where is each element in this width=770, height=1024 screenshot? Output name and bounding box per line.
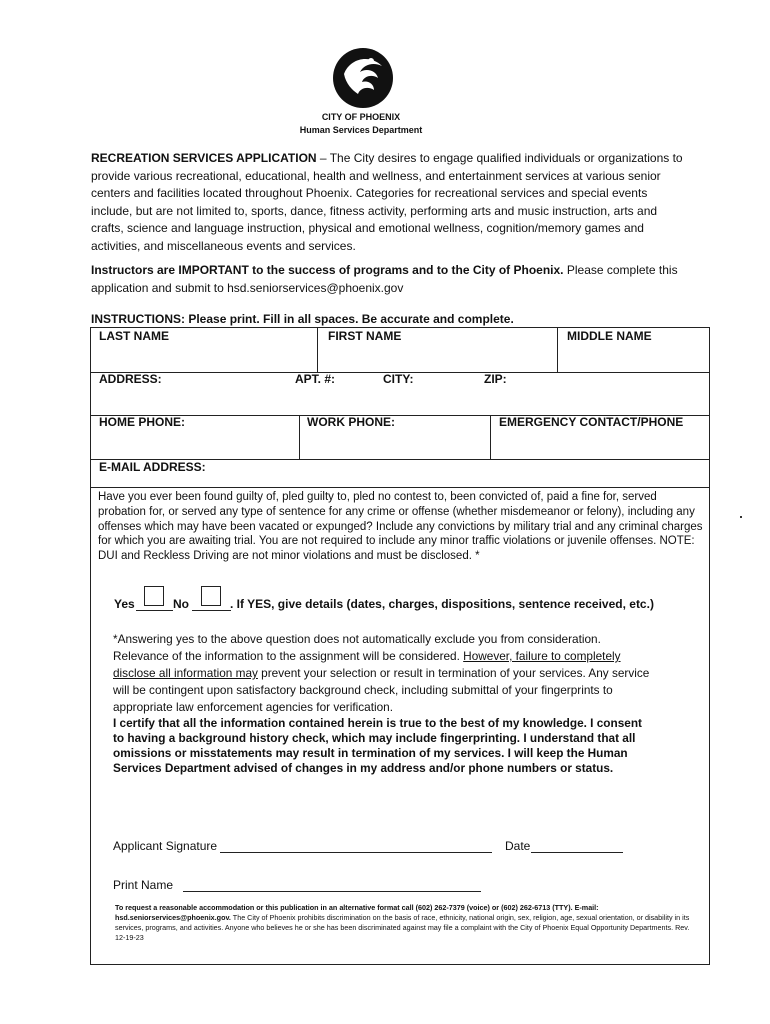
important-paragraph: [91, 262, 691, 297]
apt-label: APT. #:: [295, 372, 336, 386]
divider: [557, 328, 558, 372]
important-bold: Instructors are IMPORTANT to the success of programs and to the City of Phoenix.: [91, 263, 564, 277]
divider: [490, 415, 491, 459]
signature-line[interactable]: [220, 852, 492, 853]
no-label: No: [173, 597, 189, 611]
footer-bold: To request a reasonable accommodation or this publication in an alternative format call (602) 262-7379 (voice) or (602) 262-6713 (TTY). E-mail: hsd.seniorservices@phoenix.gov.: [115, 903, 599, 922]
yes-checkbox[interactable]: [144, 586, 164, 606]
department-name: Human Services Department: [299, 125, 423, 135]
yes-line: [136, 610, 173, 611]
if-yes-instructions: . If YES, give details (dates, charges, dispositions, sentence received, etc.): [230, 597, 654, 611]
date-line[interactable]: [531, 852, 623, 853]
city-label: CITY:: [383, 372, 414, 386]
applicant-signature-label: Applicant Signature: [113, 839, 218, 853]
divider: [91, 487, 709, 488]
work-phone-label: WORK PHONE:: [307, 415, 395, 429]
answering-underlined: However, failure to completely disclose all information may: [113, 649, 621, 680]
emergency-contact-label: EMERGENCY CONTACT/PHONE: [499, 415, 684, 429]
intro-body: – The City desires to engage qualified individuals or organizations to provide various recreational, educational, health and wellness, and entertainment services at various senior centers and facilities located throughout Phoenix. Categories for recreational services and special events include, but are not limited to, sports, dance, fitness activity, performing arts and music instruction, arts and crafts, science and language instruction, physical and emotional wellness, cognition/memory games and activities, and miscellaneous events and services.: [91, 151, 683, 253]
middle-name-label: MIDDLE NAME: [567, 329, 652, 343]
application-form: [90, 327, 710, 965]
print-name-label: Print Name: [113, 878, 174, 892]
accommodation-footer: [115, 903, 695, 943]
instructions: INSTRUCTIONS: Please print. Fill in all spaces. Be accurate and complete.: [91, 312, 514, 326]
email-label: E-MAIL ADDRESS:: [99, 460, 206, 474]
last-name-label: LAST NAME: [99, 329, 169, 343]
criminal-history-question: Have you ever been found guilty of, pled guilty to, pled no contest to, been convicted of, paid a fine for, served probation for, or served any type of sentence for any crime or offense (whether misdemeanor or felony), including any offenses which may have been vacated or expunged? Include any convictions by military trial and any criminal charges for which you are awaiting trial. You are not required to include any minor traffic violations or juvenile offenses. NOTE: DUI and Reckless Driving are not minor violations and must be disclosed. *: [98, 491, 703, 563]
footer-rest: The City of Phoenix prohibits discrimination on the basis of race, ethnicity, national origin, sex, religion, age, sexual orientation, or disability in its services, programs, and activities. Anyone who believes he or she has been discriminated against may file a complaint with the City of Phoenix Equal Opportunity Departments. Rev. 12-19-23: [115, 913, 690, 942]
no-checkbox[interactable]: [201, 586, 221, 606]
stray-mark: [740, 516, 742, 518]
org-name: CITY OF PHOENIX: [321, 112, 401, 122]
answering-part1: *Answering yes to the above question does not automatically exclude you from consideration. Relevance of the information to the assignment will be considered.: [113, 632, 601, 663]
certification-statement: I certify that all the information contained herein is true to the best of my knowledge. I consent to having a background history check, which may include fingerprinting. I understand that all omissions or misstatements may result in termination of my services. I will keep the Human Services Department advised of changes in my address and/or phone numbers or status.: [113, 716, 642, 775]
answering-yes-note: [113, 631, 653, 716]
yes-label: Yes: [114, 597, 135, 611]
phoenix-logo: [330, 44, 396, 110]
application-title: RECREATION SERVICES APPLICATION: [91, 151, 317, 165]
divider: [317, 328, 318, 372]
zip-label: ZIP:: [484, 372, 507, 386]
first-name-label: FIRST NAME: [328, 329, 402, 343]
address-label: ADDRESS:: [99, 372, 162, 386]
date-label: Date: [505, 839, 531, 853]
important-rest: Please complete this application and submit to hsd.seniorservices@phoenix.gov: [91, 263, 678, 295]
print-name-line[interactable]: [183, 891, 481, 892]
no-line: [192, 610, 231, 611]
intro-paragraph: [91, 150, 691, 255]
answering-part2: prevent your selection or result in termination of your services. Any service will be contingent upon satisfactory background check, including submittal of your fingerprints to appropriate law enforcement agencies for verification.: [113, 666, 650, 714]
divider: [299, 415, 300, 459]
home-phone-label: HOME PHONE:: [99, 415, 186, 429]
